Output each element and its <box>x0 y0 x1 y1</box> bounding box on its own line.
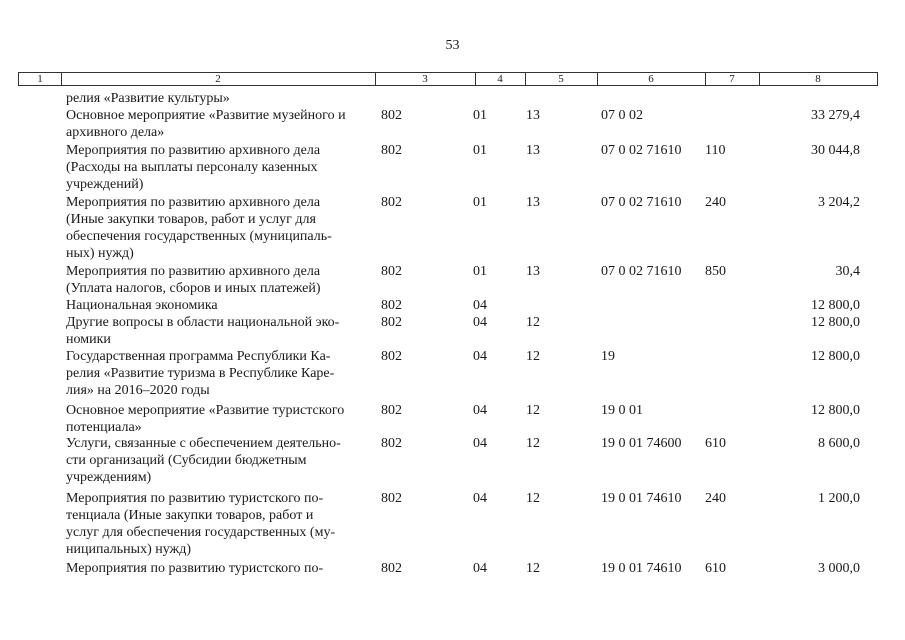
cell-code-5: 12 <box>526 315 540 330</box>
cell-code-5: 13 <box>526 143 540 158</box>
cell-code-4: 04 <box>473 298 487 313</box>
cell-code-6: 19 0 01 74610 <box>601 491 682 506</box>
cell-amount: 12 800,0 <box>811 315 860 330</box>
cell-code-5: 12 <box>526 349 540 364</box>
cell-code-6: 07 0 02 71610 <box>601 264 682 279</box>
cell-code-4: 01 <box>473 108 487 123</box>
column-header-2: 2 <box>215 73 221 85</box>
row-description: Мероприятия по развитию архивного дела (Иные закупки товаров, работ и услуг для обеспечения государственных (муниципаль- ных) нужд) <box>66 195 332 261</box>
cell-code-4: 01 <box>473 195 487 210</box>
cell-code-4: 04 <box>473 403 487 418</box>
cell-code-3: 802 <box>381 403 402 418</box>
cell-code-3: 802 <box>381 108 402 123</box>
cell-amount: 3 204,2 <box>818 195 860 210</box>
page-number: 53 <box>445 38 460 53</box>
column-header-3: 3 <box>422 73 428 85</box>
cell-code-4: 04 <box>473 349 487 364</box>
cell-code-6: 19 0 01 74600 <box>601 436 682 451</box>
column-header-7: 7 <box>729 73 735 85</box>
cell-amount: 33 279,4 <box>811 108 860 123</box>
row-description: Другие вопросы в области национальной эко- номики <box>66 315 340 347</box>
row-description: релия «Развитие культуры» <box>66 91 230 106</box>
row-description: Мероприятия по развитию архивного дела (Расходы на выплаты персоналу казенных учреждений) <box>66 143 321 192</box>
table-column-header <box>18 72 878 86</box>
cell-code-5: 12 <box>526 403 540 418</box>
column-header-5: 5 <box>558 73 564 85</box>
cell-code-3: 802 <box>381 143 402 158</box>
column-header-6: 6 <box>648 73 654 85</box>
column-header-4: 4 <box>497 73 503 85</box>
cell-code-5: 12 <box>526 436 540 451</box>
row-description: Государственная программа Республики Ка- релия «Развитие туризма в Республике Каре- лия» на 2016–2020 годы <box>66 349 335 398</box>
cell-code-7: 240 <box>705 491 726 506</box>
cell-code-3: 802 <box>381 491 402 506</box>
row-description: Основное мероприятие «Развитие туристского потенциала» <box>66 403 345 435</box>
cell-amount: 12 800,0 <box>811 298 860 313</box>
cell-code-7: 610 <box>705 561 726 576</box>
cell-code-5: 13 <box>526 264 540 279</box>
cell-code-4: 01 <box>473 143 487 158</box>
cell-code-6: 19 0 01 <box>601 403 643 418</box>
cell-code-3: 802 <box>381 315 402 330</box>
row-description: Мероприятия по развитию архивного дела (Уплата налогов, сборов и иных платежей) <box>66 264 321 296</box>
cell-amount: 12 800,0 <box>811 403 860 418</box>
column-header-1: 1 <box>37 73 43 85</box>
cell-code-5: 12 <box>526 561 540 576</box>
cell-amount: 3 000,0 <box>818 561 860 576</box>
row-description: Мероприятия по развитию туристского по- <box>66 561 324 576</box>
cell-code-6: 07 0 02 71610 <box>601 195 682 210</box>
cell-code-7: 610 <box>705 436 726 451</box>
cell-code-5: 12 <box>526 491 540 506</box>
cell-code-7: 850 <box>705 264 726 279</box>
cell-code-6: 07 0 02 <box>601 108 643 123</box>
row-description: Национальная экономика <box>66 298 218 313</box>
column-header-8: 8 <box>815 73 821 85</box>
cell-amount: 30,4 <box>835 264 860 279</box>
cell-amount: 8 600,0 <box>818 436 860 451</box>
cell-code-4: 01 <box>473 264 487 279</box>
cell-code-7: 240 <box>705 195 726 210</box>
cell-code-4: 04 <box>473 436 487 451</box>
cell-code-6: 07 0 02 71610 <box>601 143 682 158</box>
row-description: Услуги, связанные с обеспечением деятельно- сти организаций (Субсидии бюджетным учреждениям) <box>66 436 341 485</box>
cell-code-6: 19 0 01 74610 <box>601 561 682 576</box>
row-description: Основное мероприятие «Развитие музейного и архивного дела» <box>66 108 346 140</box>
cell-code-3: 802 <box>381 349 402 364</box>
cell-code-5: 13 <box>526 195 540 210</box>
cell-code-3: 802 <box>381 298 402 313</box>
cell-code-7: 110 <box>705 143 726 158</box>
cell-code-3: 802 <box>381 264 402 279</box>
cell-code-3: 802 <box>381 436 402 451</box>
cell-code-4: 04 <box>473 561 487 576</box>
cell-code-5: 13 <box>526 108 540 123</box>
row-description: Мероприятия по развитию туристского по- тенциала (Иные закупки товаров, работ и услуг для обеспечения государственных (му- ниципальных) нужд) <box>66 491 336 557</box>
cell-amount: 12 800,0 <box>811 349 860 364</box>
cell-code-6: 19 <box>601 349 615 364</box>
cell-amount: 30 044,8 <box>811 143 860 158</box>
cell-code-4: 04 <box>473 315 487 330</box>
cell-code-3: 802 <box>381 561 402 576</box>
cell-amount: 1 200,0 <box>818 491 860 506</box>
cell-code-3: 802 <box>381 195 402 210</box>
cell-code-4: 04 <box>473 491 487 506</box>
